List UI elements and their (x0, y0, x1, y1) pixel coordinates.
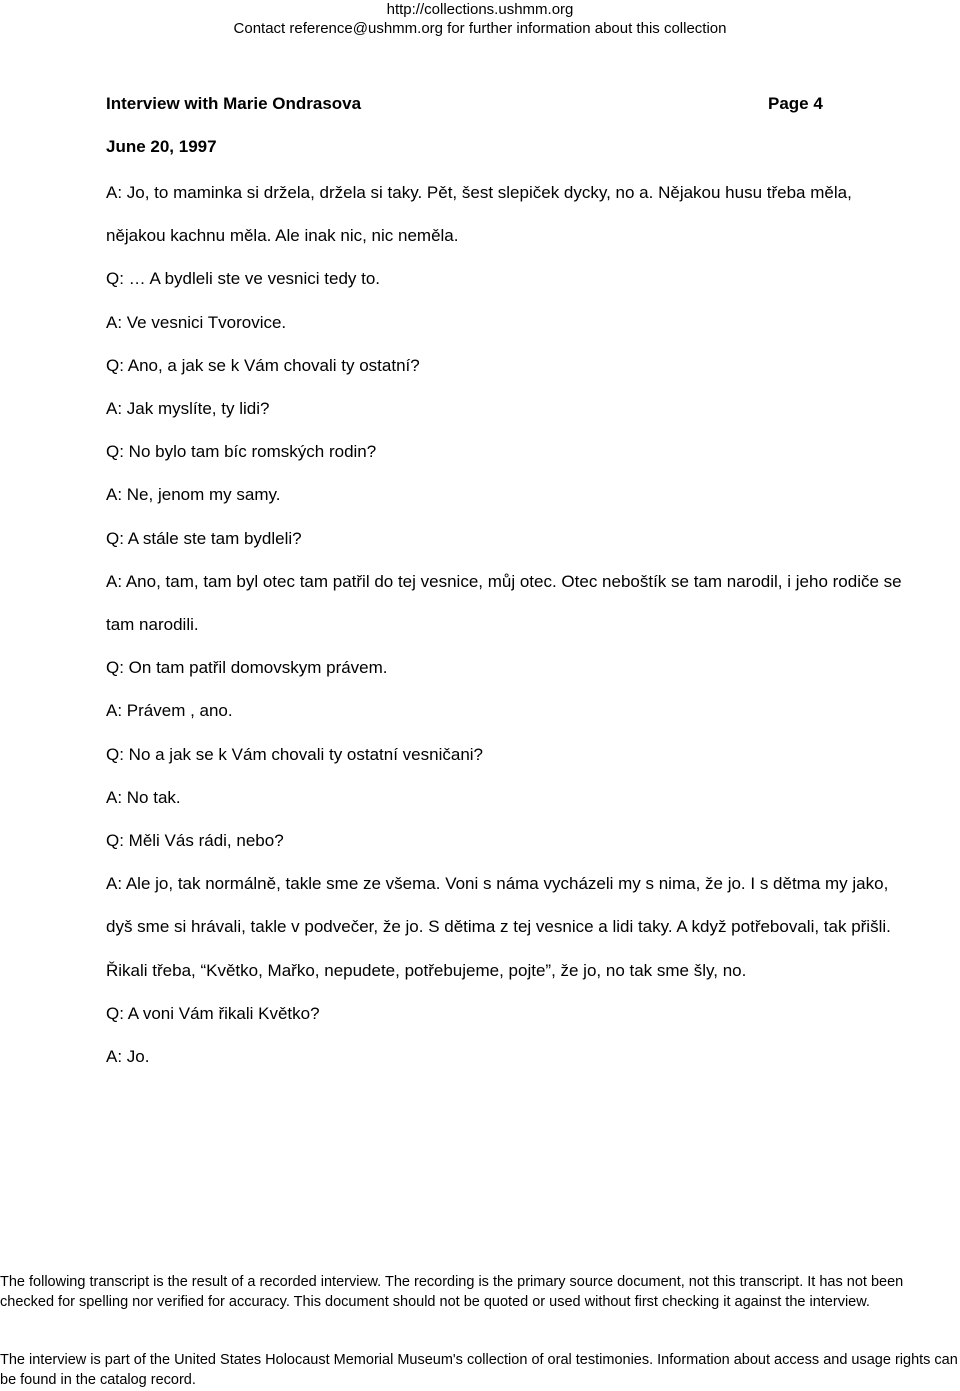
interview-date: June 20, 1997 (106, 137, 217, 156)
page-number: Page 4 (768, 94, 823, 113)
collection-url: http://collections.ushmm.org (386, 1, 574, 18)
contact-line: Contact reference@ushmm.org for further information about this collection (233, 20, 727, 37)
transcript-line: Q: On tam patřil domovskym právem. (106, 658, 388, 678)
transcript-line: Q: A voni Vám řikali Květko? (106, 1003, 320, 1023)
transcript-line: A: Ale jo, tak normálně, takle sme ze všema. Voni s náma vycházeli my s nima, že jo. I s dětma my jako, dyš sme si hrávali, takle v podvečer, že jo. S dětima z tej vesnice a lidi taky. A když potřebovali, tak přišli. Řikali třeba, “Květko, Mařko, nepudete, potřebujeme, pojte”, že jo, no tak sme šly, no. (106, 874, 891, 980)
collection-note: The interview is part of the United States Holocaust Memorial Museum's collection of oral testimonies. Information about access and usage rights can be found in the catalog record. (0, 1352, 958, 1388)
transcript-line: A: Ne, jenom my samy. (106, 485, 281, 505)
transcript-disclaimer: The following transcript is the result of a recorded interview. The recording is the primary source document, not this transcript. It has not been checked for spelling nor verified for accuracy. This document should not be quoted or used without first checking it against the interview. (0, 1274, 904, 1310)
collection-header (0, 0, 960, 38)
transcript-line: A: Jo. (106, 1047, 150, 1067)
transcript-line: Q: … A bydleli ste ve vesnici tedy to. (106, 269, 381, 289)
transcript-line: Q: No bylo tam bíc romských rodin? (106, 442, 377, 462)
transcript-line: A: No tak. (106, 787, 181, 807)
transcript-line: Q: Ano, a jak se k Vám chovali ty ostatní? (106, 355, 420, 375)
transcript-line: A: Jo, to maminka si držela, držela si taky. Pět, šest slepiček dycky, no a. Nějakou husu třeba měla, nějakou kachnu měla. Ale inak nic, nic neměla. (106, 183, 852, 246)
interview-title: Interview with Marie Ondrasova (106, 94, 362, 113)
transcript-line: Q: Měli Vás rádi, nebo? (106, 831, 284, 851)
transcript-line: A: Ano, tam, tam byl otec tam patřil do tej vesnice, můj otec. Otec neboštík se tam narodil, i jeho rodiče se tam narodili. (106, 571, 902, 635)
transcript-line: Q: No a jak se k Vám chovali ty ostatní vesničani? (106, 744, 484, 764)
transcript-body (106, 171, 906, 1078)
transcript-line: A: Ve vesnici Tvorovice. (106, 312, 287, 332)
transcript-line: A: Jak myslíte, ty lidi? (106, 399, 270, 419)
transcript-line: Q: A stále ste tam bydleli? (106, 528, 302, 548)
transcript-line: A: Právem , ano. (106, 701, 233, 721)
